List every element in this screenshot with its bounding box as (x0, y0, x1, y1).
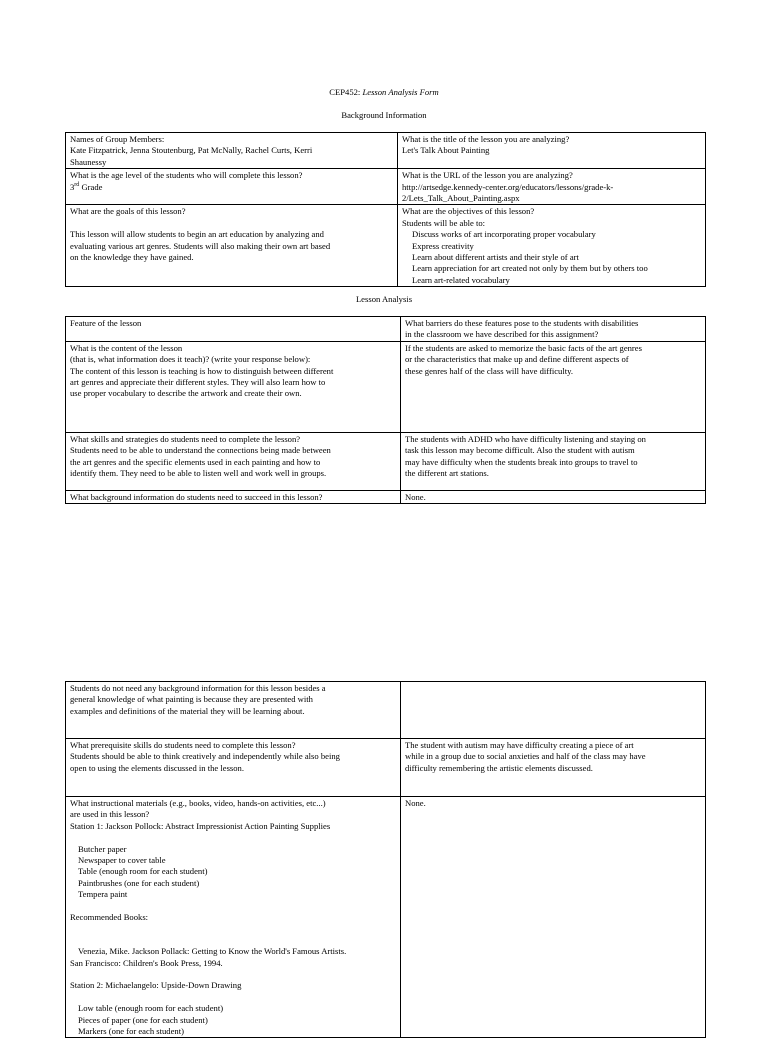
station-1-item: Newspaper to cover table (78, 855, 166, 866)
materials-cell (66, 797, 401, 1038)
content-cell (66, 341, 401, 432)
group-members-question: Names of Group Members: (70, 134, 165, 144)
background-info-barrier-cell (401, 490, 706, 503)
station-2-item: Low table (enough room for each student) (78, 1003, 224, 1014)
barriers-header-cell (401, 317, 706, 342)
prerequisite-barrier-line: The student with autism may have difficulty creating a piece of art (405, 740, 634, 750)
goals-cell (66, 205, 398, 287)
background-info-barrier: None. (405, 491, 426, 502)
lesson-title-cell (398, 133, 706, 169)
objectives-question: What are the objectives of this lesson? (402, 206, 535, 217)
group-members-answer-cont: Shaunessy (70, 156, 107, 167)
goals-answer-line: This lesson will allow students to begin an art education by analyzing and (70, 229, 324, 240)
skills-barrier-line: task this lesson may become difficult. Also the student with autism (405, 445, 635, 456)
skills-barrier-line: may have difficulty when the students break into groups to travel to (405, 456, 638, 467)
objective-item: Learn art-related vocabulary (412, 274, 510, 285)
objective-item: Learn appreciation for art created not only by them but by others too (412, 263, 648, 274)
background-info-answer-line: Students do not need any background information for this lesson besides a (70, 683, 326, 693)
skills-cell (66, 432, 401, 490)
group-members-answer: Kate Fitzpatrick, Jenna Stoutenburg, Pat McNally, Rachel Curts, Kerri (70, 145, 313, 156)
age-level-cell (66, 169, 398, 205)
prerequisite-answer-line: open to using the elements discussed in the lesson. (70, 762, 244, 773)
skills-barrier-cell (401, 432, 706, 490)
materials-barrier: None. (405, 798, 426, 808)
lesson-title-answer: Let's Talk About Painting (402, 145, 490, 156)
group-members-cell (66, 133, 398, 169)
objectives-cell (398, 205, 706, 287)
skills-answer-line: identify them. They need to be able to listen well and work well in groups. (70, 468, 327, 479)
analysis-table (65, 316, 706, 504)
objectives-intro: Students will be able to: (402, 217, 486, 228)
lesson-url-question: What is the URL of the lesson you are analyzing? (402, 170, 573, 181)
skills-barrier-line: the different art stations. (405, 468, 489, 479)
content-barrier-cell (401, 341, 706, 432)
feature-header: Feature of the lesson (70, 318, 142, 328)
background-info-answer-line: examples and definitions of the material they will be learning about. (70, 705, 305, 716)
lesson-title-question: What is the title of the lesson you are analyzing? (402, 134, 570, 144)
background-info-answer-cell (66, 682, 401, 739)
lesson-url-link-cont[interactable]: 2/Lets_Talk_About_Painting.aspx (402, 193, 520, 204)
age-level-question: What is the age level of the students who will complete this lesson? (70, 170, 303, 181)
station-2-item: Markers (one for each student) (78, 1026, 184, 1037)
station-1-item: Table (enough room for each student) (78, 866, 208, 877)
background-info-answer-line: general knowledge of what painting is because they are presented with (70, 694, 313, 705)
background-info-question: What background information do students need to succeed in this lesson? (70, 491, 323, 502)
barriers-header-cont: in the classroom we have described for this assignment? (405, 329, 599, 340)
background-info-cell (66, 490, 401, 503)
station-1-item: Paintbrushes (one for each student) (78, 877, 200, 888)
lesson-url-link[interactable]: http://artsedge.kennedy-center.org/educators/lessons/grade-k- (402, 181, 614, 192)
skills-barrier-line: The students with ADHD who have difficulty listening and staying on (405, 433, 646, 444)
analysis-table-continued (65, 681, 706, 1038)
skills-question: What skills and strategies do students need to complete the lesson? (70, 433, 301, 444)
materials-barrier-cell (401, 797, 706, 1038)
goals-answer-line: evaluating various art genres. Students will also making their own art based (70, 240, 331, 251)
recommended-books-label: Recommended Books: (70, 912, 149, 923)
objective-item: Learn about different artists and their style of art (412, 252, 579, 263)
barriers-header: What barriers do these features pose to the students with disabilities (405, 318, 639, 328)
skills-answer-line: the art genres and the specific elements used in each painting and how to (70, 456, 321, 467)
content-question-cont: (that is, what information does it teach)? (write your response below): (70, 354, 311, 365)
objective-item: Discuss works of art incorporating proper vocabulary (412, 229, 596, 240)
book-citation-cont: San Francisco: Children's Book Press, 1994. (70, 957, 223, 968)
prerequisite-cell (66, 739, 401, 797)
station-1-title: Station 1: Jackson Pollock: Abstract Impressionist Action Painting Supplies (70, 820, 331, 831)
goals-question: What are the goals of this lesson? (70, 206, 186, 217)
content-question: What is the content of the lesson (70, 342, 183, 353)
materials-question-cont: are used in this lesson? (70, 809, 150, 820)
content-answer-line: art genres and appreciate their different styles. They will also learn how to (70, 377, 326, 388)
prerequisite-barrier-cell (401, 739, 706, 797)
content-barrier-line: these genres half of the class will have difficulty. (405, 365, 574, 376)
content-barrier-line: or the characteristics that make up and define different aspects of (405, 354, 629, 365)
feature-header-cell (66, 317, 401, 342)
station-2-title: Station 2: Michaelangelo: Upside-Down Drawing (70, 980, 242, 991)
prerequisite-barrier-line: difficulty remembering the artistic elements discussed. (405, 762, 593, 773)
background-heading: Background Information (341, 110, 427, 120)
course-code: CEP452: (329, 87, 361, 97)
station-2-item: Pieces of paper (one for each student) (78, 1014, 208, 1025)
content-answer-line: use proper vocabulary to describe the artwork and create their own. (70, 388, 302, 399)
prerequisite-question: What prerequisite skills do students need to complete this lesson? (70, 740, 296, 750)
content-answer-line: The content of this lesson is teaching is how to distinguish between different (70, 365, 334, 376)
station-1-item: Tempera paint (78, 889, 128, 900)
analysis-heading: Lesson Analysis (355, 294, 413, 304)
prerequisite-answer-line: Students should be able to think creatively and independently while also being (70, 751, 340, 762)
lesson-url-cell (398, 169, 706, 205)
form-title: Lesson Analysis Form (362, 87, 439, 97)
content-barrier-line: If the students are asked to memorize the basic facts of the art genres (405, 342, 642, 353)
background-table (65, 132, 706, 287)
station-1-item: Butcher paper (78, 843, 127, 854)
book-citation: Venezia, Mike. Jackson Pollack: Getting to Know the World's Famous Artists. (78, 946, 347, 957)
age-level-answer: 3rd Grade (70, 181, 103, 192)
skills-answer-line: Students need to be able to understand the connections being made between (70, 445, 331, 456)
goals-answer-line: on the knowledge they have gained. (70, 252, 194, 263)
page-title (0, 87, 768, 98)
prerequisite-barrier-line: while in a group due to social anxieties and half of the class may have (405, 751, 646, 762)
empty-cell (401, 682, 706, 739)
materials-question: What instructional materials (e.g., books, video, hands-on activities, etc...) (70, 798, 326, 808)
objective-item: Express creativity (412, 240, 474, 251)
